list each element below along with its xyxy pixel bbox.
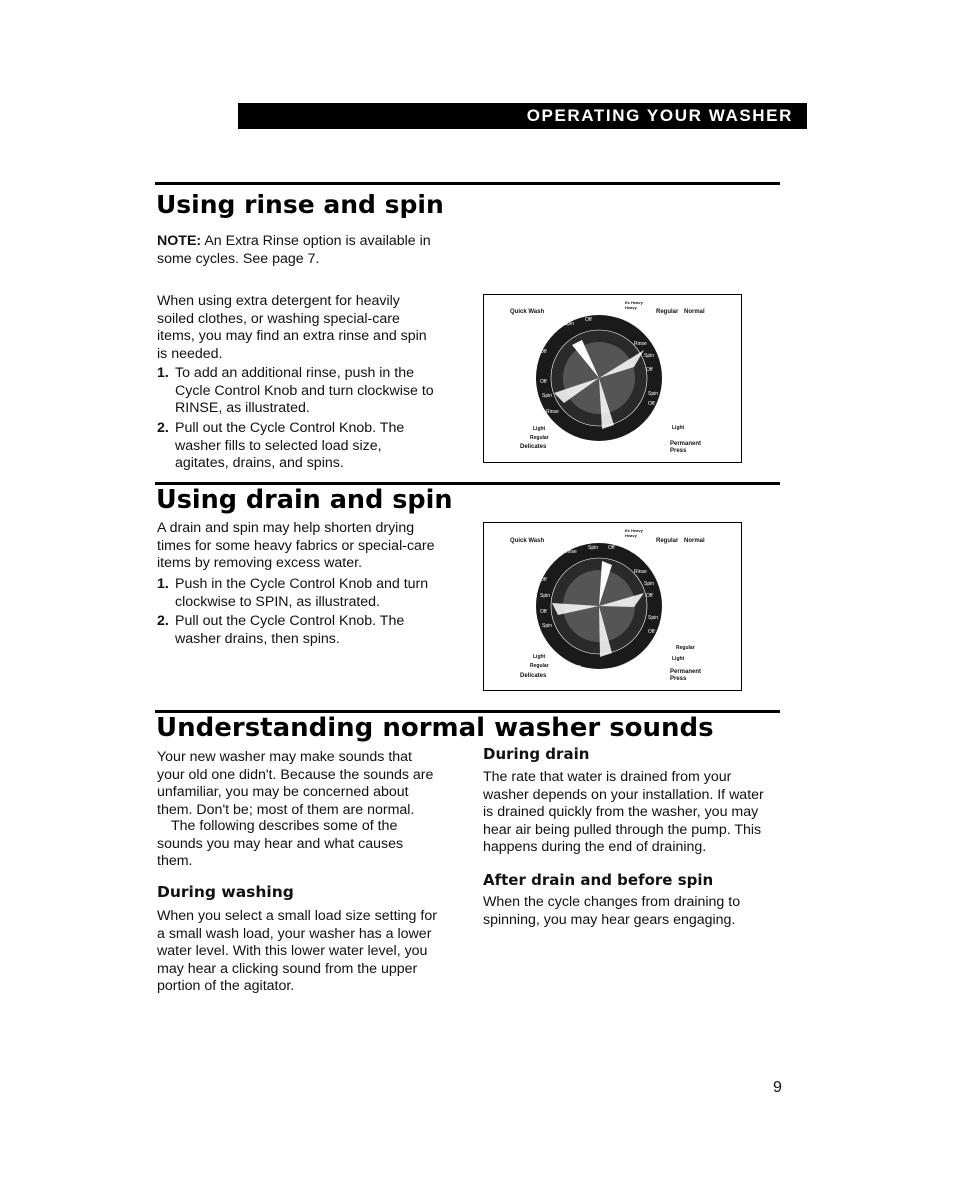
label-permanent: Permanent [670, 441, 702, 447]
text-line: portion of the agitator. [157, 978, 295, 995]
label-light: Light [533, 426, 546, 432]
label-regular: Regular [656, 538, 679, 544]
svg-text:Rinse: Rinse [634, 341, 647, 347]
step-number: 2. [157, 613, 169, 629]
svg-text:Off: Off [585, 317, 592, 323]
text-line: water level. With this lower water level, you [157, 943, 428, 960]
text-line: A drain and spin may help shorten drying [157, 520, 415, 536]
label-regular-left: Regular [530, 663, 549, 669]
text-line: The following describes some of the [171, 818, 398, 834]
text-line: sounds you may hear and what causes [157, 835, 404, 852]
heading-rinse-and-spin: Using rinse and spin [156, 190, 444, 219]
text-line: is needed. [157, 345, 223, 362]
text-line: When you select a small load size setting for [157, 908, 437, 924]
drain-step-2 [157, 613, 404, 648]
text-line: soiled clothes, or washing special-care [157, 310, 400, 327]
label-quick-wash: Quick Wash [510, 309, 545, 315]
svg-text:Off: Off [608, 545, 615, 551]
svg-text:Off: Off [540, 609, 547, 615]
svg-text:Spin: Spin [588, 545, 599, 551]
text-line: happens during the end of draining. [483, 839, 707, 856]
svg-text:Off: Off [540, 349, 547, 355]
text-line: RINSE, as illustrated. [175, 400, 310, 417]
text-line: When the cycle changes from draining to [483, 894, 741, 910]
label-regular-right: Regular [676, 645, 695, 651]
text-line: Push in the Cycle Control Knob and turn [175, 576, 429, 592]
text-line: unfamiliar, you may be concerned about [157, 784, 409, 801]
after-drain-text [483, 894, 740, 929]
text-line: hear air being pulled through the pump. This [483, 821, 762, 838]
text-line: Your new washer may make sounds that [157, 749, 412, 765]
svg-text:Spin: Spin [564, 321, 575, 327]
svg-text:Off: Off [602, 671, 609, 677]
label-normal: Normal [684, 538, 705, 544]
rinse-step-1 [157, 365, 434, 418]
step-number: 2. [157, 420, 169, 436]
svg-text:Off: Off [574, 665, 581, 671]
heading-washer-sounds: Understanding normal washer sounds [156, 713, 714, 743]
step-number: 1. [157, 576, 169, 592]
heading-drain-and-spin: Using drain and spin [156, 485, 453, 515]
svg-text:Spin: Spin [542, 393, 553, 399]
rinse-dial-illustration [483, 294, 742, 463]
text-line: may hear a clicking sound from the upper [157, 960, 418, 977]
svg-text:Spin: Spin [540, 593, 551, 599]
svg-text:Off: Off [648, 401, 655, 407]
text-line: washer fills to selected load size, [175, 437, 382, 454]
text-line: washer depends on your installation. If water [483, 786, 764, 803]
step-number: 1. [157, 365, 169, 381]
svg-text:Spin: Spin [648, 391, 659, 397]
sounds-intro-1 [157, 749, 433, 819]
label-delicates: Delicates [520, 673, 547, 679]
text-line: times for some heavy fabrics or special-care [157, 537, 435, 554]
label-ex-heavy: Ex Heavy [625, 300, 643, 305]
text-line: them. Don't be; most of them are normal. [157, 801, 415, 818]
text-line: a small wash load, your washer has a lower [157, 925, 432, 942]
svg-text:Off: Off [602, 443, 609, 449]
knob-graphic [484, 295, 741, 462]
label-ex-heavy: Ex Heavy [625, 528, 643, 533]
sounds-intro-2 [157, 818, 403, 871]
svg-text:Rinse: Rinse [546, 409, 559, 415]
text-line: When using extra detergent for heavily [157, 293, 400, 309]
label-delicates: Delicates [520, 444, 547, 450]
drain-dial-illustration [483, 522, 742, 691]
section-header-title: OPERATING YOUR WASHER [526, 106, 793, 125]
svg-text:Spin: Spin [648, 615, 659, 621]
svg-text:Off: Off [540, 577, 547, 583]
label-regular: Regular [656, 309, 679, 315]
heading-during-drain: During drain [483, 745, 590, 763]
section-header-bar [238, 103, 807, 129]
text-line: spinning, you may hear gears engaging. [483, 911, 736, 928]
svg-text:Off: Off [648, 629, 655, 635]
label-regular-left: Regular [530, 435, 549, 441]
text-line: items by removing excess water. [157, 555, 363, 572]
rule-rinse [155, 182, 780, 185]
svg-text:Off: Off [646, 367, 653, 373]
during-drain-text [483, 769, 764, 857]
text-line: your old one didn't. Because the sounds are [157, 766, 434, 783]
page-number: 9 [773, 1079, 782, 1096]
rinse-step-2 [157, 420, 404, 473]
label-normal: Normal [684, 309, 705, 315]
text-line: Pull out the Cycle Control Knob. The [175, 613, 405, 629]
label-quick-wash: Quick Wash [510, 538, 545, 544]
label-light: Light [533, 654, 546, 660]
note-paragraph [157, 233, 431, 268]
text-line: washer drains, then spins. [175, 630, 340, 647]
text-line: agitates, drains, and spins. [175, 455, 344, 472]
svg-text:Spin: Spin [584, 441, 595, 447]
svg-text:Rinse: Rinse [634, 569, 647, 575]
svg-text:Off: Off [540, 379, 547, 385]
text-line: Cycle Control Knob and turn clockwise to [175, 382, 434, 399]
label-heavy: Heavy [625, 305, 637, 310]
text-line: them. [157, 853, 193, 870]
drain-step-1 [157, 576, 428, 611]
svg-text:Spin: Spin [542, 623, 553, 629]
note-label: NOTE: [157, 233, 202, 249]
rinse-intro [157, 293, 427, 363]
drain-intro [157, 520, 435, 573]
label-light-right: Light [672, 656, 685, 662]
label-press: Press [670, 448, 687, 454]
text-line: The rate that water is drained from your [483, 769, 732, 785]
knob-graphic [484, 523, 741, 690]
text-line: Pull out the Cycle Control Knob. The [175, 420, 405, 436]
svg-text:Spin: Spin [644, 353, 655, 359]
text-line: is drained quickly from the washer, you may [483, 804, 759, 821]
svg-text:Rinse: Rinse [564, 549, 577, 555]
note-text-2: some cycles. See page 7. [157, 250, 320, 267]
label-press: Press [670, 676, 687, 682]
label-heavy: Heavy [625, 533, 637, 538]
heading-after-drain: After drain and before spin [483, 871, 714, 889]
text-line: items, you may find an extra rinse and spin [157, 328, 427, 345]
svg-text:Off: Off [646, 593, 653, 599]
text-line: To add an additional rinse, push in the [175, 365, 414, 381]
text-line: clockwise to SPIN, as illustrated. [175, 593, 381, 610]
note-text-1: An Extra Rinse option is available in [204, 233, 431, 249]
during-washing-text [157, 908, 437, 996]
label-permanent: Permanent [670, 669, 702, 675]
heading-during-washing: During washing [157, 883, 294, 901]
label-light-right: Light [672, 425, 685, 431]
svg-text:Spin: Spin [644, 581, 655, 587]
